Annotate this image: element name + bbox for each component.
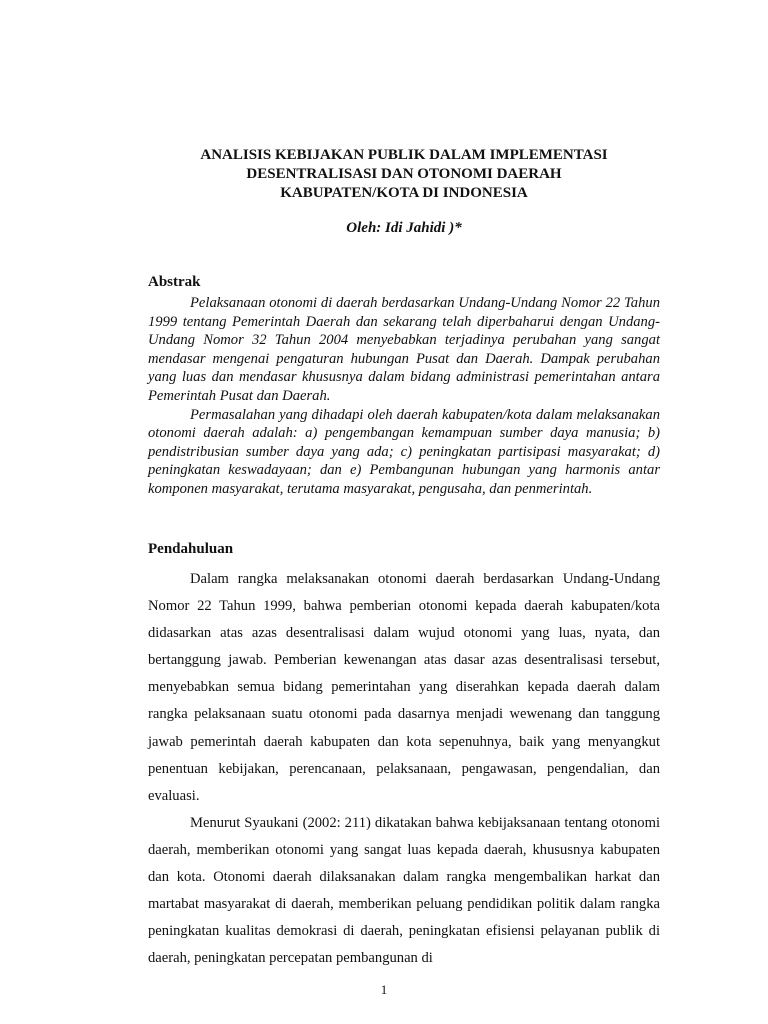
abstract-body [148,294,660,499]
abstract-paragraph-2: Permasalahan yang dihadapi oleh daerah kabupaten/kota dalam melaksanakan otonomi daerah adalah: a) pengembangan kemampuan sumber daya manusia; b) pendistribusian sumber daya yang ada; c) peningkatan partisipasi masyarakat; d) peningkatan keswadayaan; dan e) Pembangunan hubungan yang harmonis antar komponen masyarakat, terutama masyarakat, pengusaha, dan penmerintah. [148,406,660,497]
page-number: 1 [380,982,388,997]
introduction-body [148,566,660,972]
introduction-paragraph-2: Menurut Syaukani (2002: 211) dikatakan bahwa kebijaksanaan tentang otonomi daerah, memberikan otonomi yang sangat luas kepada daerah, khususnya kabupaten dan kota. Otonomi daerah dilaksanakan dalam rangka mengembalikan harkat dan martabat masyarakat di daerah, memberikan peluang pendidikan politik dalam rangka peningkatan kualitas demokrasi di daerah, peningkatan efisiensi pelayanan publik di daerah, peningkatan percepatan pembangunan di [148,814,660,967]
title-line-1: ANALISIS KEBIJAKAN PUBLIK DALAM IMPLEMENTASI [200,147,608,163]
title-line-3: KABUPATEN/KOTA DI INDONESIA [280,185,528,201]
introduction-paragraph-1: Dalam rangka melaksanakan otonomi daerah berdasarkan Undang-Undang Nomor 22 Tahun 1999, bahwa pemberian otonomi kepada daerah kabupaten/kota didasarkan atas azas desentralisasi dalam wujud otonomi yang luas, nyata, dan bertanggung jawab. Pemberian kewenangan atas dasar azas desentralisasi tersebut, menyebabkan semua bidang pemerintahan yang diserahkan kepada daerah dalam rangka pelaksanaan suatu otonomi pada dasarnya menjadi wewenang dan tanggung jawab pemerintah daerah kabupaten dan kota sepenuhnya, baik yang menyangkut penentuan kebijakan, perencanaan, pelaksanaan, pengawasan, pengendalian, dan evaluasi. [148,571,660,804]
abstract-paragraph-1: Pelaksanaan otonomi di daerah berdasarkan Undang-Undang Nomor 22 Tahun 1999 tentang Pemerintah Daerah dan sekarang telah diperbaharui dengan Undang-Undang Nomor 32 Tahun 2004 menyebabkan terjadinya perubahan yang sangat mendasar mengenai pengaturan hubungan Pusat dan Daerah. Dampak perubahan yang luas dan mendasar khususnya dalam bidang administrasi pemerintahan antara Pemerintah Pusat dan Daerah. [148,295,660,404]
author-line: Oleh: Idi Jahidi )* [346,220,462,236]
abstract-heading: Abstrak [148,274,201,290]
title-line-2: DESENTRALISASI DAN OTONOMI DAERAH [246,166,562,182]
introduction-heading: Pendahuluan [148,541,234,557]
paper-title [100,146,708,203]
